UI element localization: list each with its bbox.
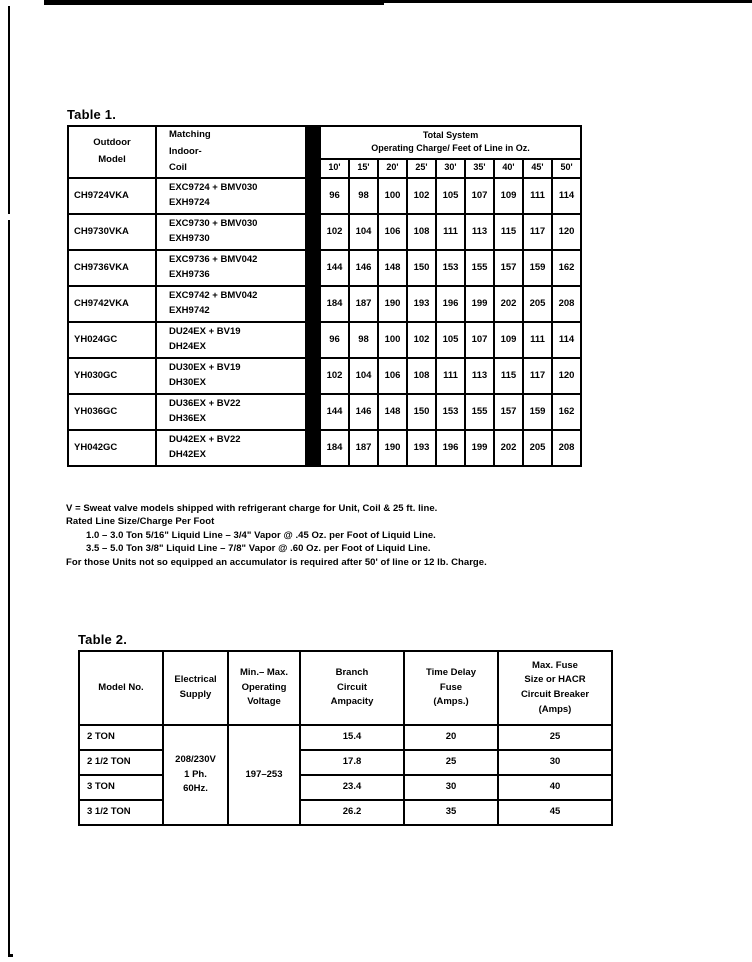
table-2-row-2-time-delay-fuse: 30 bbox=[404, 775, 498, 800]
table-2 bbox=[78, 650, 613, 826]
table-1-row-5-coil bbox=[156, 358, 306, 394]
table-1-row-7-val-1: 187 bbox=[349, 430, 378, 466]
table-1-row-7-coil bbox=[156, 430, 306, 466]
table-1-row-6-val-8: 162 bbox=[552, 394, 581, 430]
header-span-line2: Operating Charge/ Feet of Line in Oz. bbox=[371, 143, 530, 154]
table-1-row-7-val-5: 199 bbox=[465, 430, 494, 466]
coil-line-2: EXH9742 bbox=[169, 304, 210, 316]
table-1-row-2-val-7: 159 bbox=[523, 250, 552, 286]
table-1-length-header-40ft: 40' bbox=[494, 159, 523, 178]
table-2-header-max-fuse-size bbox=[498, 651, 612, 725]
table-1-row-4-val-1: 98 bbox=[349, 322, 378, 358]
header-voltage-line2: Operating bbox=[241, 681, 287, 693]
table-1-row-6-val-3: 150 bbox=[407, 394, 436, 430]
header-branch-line2: Circuit bbox=[336, 681, 368, 693]
table-1-row-7-val-4: 196 bbox=[436, 430, 465, 466]
table-1-length-header-30ft: 30' bbox=[436, 159, 465, 178]
table-1-row-2-val-3: 150 bbox=[407, 250, 436, 286]
table-1-length-header-45ft: 45' bbox=[523, 159, 552, 178]
table-1-row-1-coil bbox=[156, 214, 306, 250]
table-1-header-outdoor-model bbox=[68, 126, 156, 178]
header-timedelay-line1: Time Delay bbox=[426, 666, 476, 678]
header-maxfuse-line4: (Amps) bbox=[538, 703, 572, 715]
scan-artifact-left-edge-break bbox=[8, 214, 10, 220]
table-1-row-1-val-0: 102 bbox=[320, 214, 349, 250]
table-1-row-6-val-5: 155 bbox=[465, 394, 494, 430]
table-1-row-2-val-0: 144 bbox=[320, 250, 349, 286]
table-2-header-time-delay-fuse bbox=[404, 651, 498, 725]
table-1-row-6-val-6: 157 bbox=[494, 394, 523, 430]
footnote-line-3: 1.0 – 3.0 Ton 5/16" Liquid Line – 3/4" Vapor @ .45 Oz. per Foot of Liquid Line. bbox=[86, 529, 436, 541]
table-1-row-4-model: YH024GC bbox=[68, 322, 156, 358]
table-1-row-1-val-6: 115 bbox=[494, 214, 523, 250]
table-1-footnotes bbox=[66, 502, 626, 569]
header-voltage-line3: Voltage bbox=[247, 696, 281, 708]
table-row bbox=[68, 430, 581, 466]
table-1-row-1-val-3: 108 bbox=[407, 214, 436, 250]
table-1-row-5-val-2: 106 bbox=[378, 358, 407, 394]
table-1-row-2-val-2: 148 bbox=[378, 250, 407, 286]
table-2-electrical-supply-value bbox=[163, 725, 228, 825]
table-1-row-5-model: YH030GC bbox=[68, 358, 156, 394]
table-1-row-4-val-8: 114 bbox=[552, 322, 581, 358]
table-1-row-0-val-8: 114 bbox=[552, 178, 581, 214]
table-row bbox=[79, 725, 612, 750]
table-1-row-6-val-4: 153 bbox=[436, 394, 465, 430]
table-1-length-header-20ft: 20' bbox=[378, 159, 407, 178]
table-1-length-header-25ft: 25' bbox=[407, 159, 436, 178]
table-2-row-3-max-fuse: 45 bbox=[498, 800, 612, 825]
header-branch-line3: Ampacity bbox=[330, 696, 374, 708]
table-1-row-0-val-0: 96 bbox=[320, 178, 349, 214]
table-row bbox=[68, 286, 581, 322]
table-row bbox=[68, 250, 581, 286]
table-row bbox=[68, 178, 581, 214]
footnote-line-5: For those Units not so equipped an accumulator is required after 50' of line or 12 lb. Charge. bbox=[66, 556, 487, 568]
table-1-row-4-val-6: 109 bbox=[494, 322, 523, 358]
table-2-row-0-max-fuse: 25 bbox=[498, 725, 612, 750]
table-1-row-3-val-7: 205 bbox=[523, 286, 552, 322]
table-1-row-3-val-3: 193 bbox=[407, 286, 436, 322]
table-2-row-2-ampacity: 23.4 bbox=[300, 775, 404, 800]
coil-line-2: EXH9736 bbox=[169, 268, 210, 280]
scan-artifact-bottom-dot bbox=[8, 954, 13, 957]
table-2-row-3-time-delay-fuse: 35 bbox=[404, 800, 498, 825]
table-2-row-1-time-delay-fuse: 25 bbox=[404, 750, 498, 775]
table-1-row-0-model: CH9724VKA bbox=[68, 178, 156, 214]
table-2-caption: Table 2. bbox=[78, 632, 128, 647]
scan-artifact-left-edge bbox=[8, 6, 10, 956]
coil-line-1: EXC9730 + BMV030 bbox=[169, 218, 258, 230]
table-1-row-3-model: CH9742VKA bbox=[68, 286, 156, 322]
header-voltage-line1: Min.– Max. bbox=[239, 666, 289, 678]
table-1-row-7-model: YH042GC bbox=[68, 430, 156, 466]
table-1-row-1-val-1: 104 bbox=[349, 214, 378, 250]
table-2-row-0-time-delay-fuse: 20 bbox=[404, 725, 498, 750]
header-timedelay-line3: (Amps.) bbox=[433, 696, 469, 708]
table-1-row-7-val-2: 190 bbox=[378, 430, 407, 466]
table-2-row-1-max-fuse: 30 bbox=[498, 750, 612, 775]
table-row bbox=[68, 394, 581, 430]
table-1-row-5-val-1: 104 bbox=[349, 358, 378, 394]
table-1-row-4-val-2: 100 bbox=[378, 322, 407, 358]
table-2-container bbox=[78, 650, 613, 826]
coil-line-1: DU24EX + BV19 bbox=[169, 326, 241, 338]
table-1-row-0-val-1: 98 bbox=[349, 178, 378, 214]
table-1-row-1-val-4: 111 bbox=[436, 214, 465, 250]
table-1-row-2-coil bbox=[156, 250, 306, 286]
header-outdoor-model-line2: Model bbox=[98, 153, 126, 165]
footnote-line-1: V = Sweat valve models shipped with refrigerant charge for Unit, Coil & 25 ft. line. bbox=[66, 503, 438, 514]
header-matching-line1: Matching bbox=[169, 129, 211, 140]
table-1-row-3-coil bbox=[156, 286, 306, 322]
coil-line-1: DU30EX + BV19 bbox=[169, 362, 241, 374]
table-2-row-1-model: 2 1/2 TON bbox=[79, 750, 163, 775]
table-1-row-4-val-4: 105 bbox=[436, 322, 465, 358]
table-2-row-1-ampacity: 17.8 bbox=[300, 750, 404, 775]
table-1-header-total-system-charge bbox=[320, 126, 581, 159]
header-maxfuse-line3: Circuit Breaker bbox=[520, 689, 590, 700]
table-1-length-header-10ft: 10' bbox=[320, 159, 349, 178]
table-1-row-1-val-2: 106 bbox=[378, 214, 407, 250]
table-2-header-branch-circuit-ampacity bbox=[300, 651, 404, 725]
table-1-row-2-val-8: 162 bbox=[552, 250, 581, 286]
table-1-row-0-val-2: 100 bbox=[378, 178, 407, 214]
coil-line-2: DH30EX bbox=[169, 376, 206, 388]
table-1-row-2-val-5: 155 bbox=[465, 250, 494, 286]
coil-line-1: EXC9724 + BMV030 bbox=[169, 182, 258, 194]
table-1-row-5-val-7: 117 bbox=[523, 358, 552, 394]
table-1-header-matching-indoor-coil bbox=[156, 126, 306, 178]
header-electrical-line2: Supply bbox=[179, 689, 212, 700]
footnote-line-4: 3.5 – 5.0 Ton 3/8" Liquid Line – 7/8" Vapor @ .60 Oz. per Foot of Liquid Line. bbox=[86, 543, 431, 555]
header-span-line1: Total System bbox=[422, 129, 479, 140]
table-1-row-6-val-7: 159 bbox=[523, 394, 552, 430]
header-matching-line2: Indoor- bbox=[169, 145, 202, 157]
coil-line-2: DH36EX bbox=[169, 412, 206, 424]
table-1-row-3-val-5: 199 bbox=[465, 286, 494, 322]
table-1-row-5-val-4: 111 bbox=[436, 358, 465, 394]
table-1 bbox=[67, 125, 582, 467]
table-1-length-header-15ft: 15' bbox=[349, 159, 378, 178]
table-row bbox=[68, 322, 581, 358]
table-2-row-0-model: 2 TON bbox=[79, 725, 163, 750]
table-1-row-0-val-4: 105 bbox=[436, 178, 465, 214]
table-1-row-4-val-5: 107 bbox=[465, 322, 494, 358]
table-1-header-row-1 bbox=[68, 126, 581, 159]
table-2-header-row bbox=[79, 651, 612, 725]
table-1-caption: Table 1. bbox=[67, 107, 117, 122]
header-electrical-line1: Electrical bbox=[174, 674, 217, 686]
table-1-row-1-val-7: 117 bbox=[523, 214, 552, 250]
table-1-black-separator-column bbox=[306, 126, 320, 466]
table-1-row-0-val-6: 109 bbox=[494, 178, 523, 214]
table-1-length-header-50ft: 50' bbox=[552, 159, 581, 178]
table-1-row-1-val-8: 120 bbox=[552, 214, 581, 250]
table-1-row-3-val-4: 196 bbox=[436, 286, 465, 322]
table-1-row-2-val-1: 146 bbox=[349, 250, 378, 286]
table-row bbox=[68, 214, 581, 250]
coil-line-1: EXC9736 + BMV042 bbox=[169, 254, 258, 266]
coil-line-2: DH24EX bbox=[169, 340, 206, 352]
table-1-row-7-val-6: 202 bbox=[494, 430, 523, 466]
table-1-row-4-val-0: 96 bbox=[320, 322, 349, 358]
table-1-row-4-val-3: 102 bbox=[407, 322, 436, 358]
table-2-header-electrical-supply bbox=[163, 651, 228, 725]
table-1-row-7-val-7: 205 bbox=[523, 430, 552, 466]
table-1-row-3-val-6: 202 bbox=[494, 286, 523, 322]
table-2-row-2-model: 3 TON bbox=[79, 775, 163, 800]
coil-line-2: EXH9724 bbox=[169, 196, 210, 208]
table-1-row-2-val-4: 153 bbox=[436, 250, 465, 286]
coil-line-2: DH42EX bbox=[169, 448, 206, 460]
table-1-row-6-val-1: 146 bbox=[349, 394, 378, 430]
table-1-row-0-coil bbox=[156, 178, 306, 214]
table-1-row-2-val-6: 157 bbox=[494, 250, 523, 286]
coil-line-1: DU36EX + BV22 bbox=[169, 398, 241, 410]
table-1-row-4-val-7: 111 bbox=[523, 322, 552, 358]
electrical-supply-line1: 208/230V bbox=[175, 753, 216, 765]
table-1-row-3-val-0: 184 bbox=[320, 286, 349, 322]
header-maxfuse-line2: Size or HACR bbox=[524, 674, 586, 686]
table-row bbox=[79, 750, 612, 775]
table-1-row-3-val-8: 208 bbox=[552, 286, 581, 322]
table-1-row-7-val-3: 193 bbox=[407, 430, 436, 466]
table-1-row-6-val-2: 148 bbox=[378, 394, 407, 430]
table-1-row-6-model: YH036GC bbox=[68, 394, 156, 430]
header-maxfuse-line1: Max. Fuse bbox=[532, 659, 578, 671]
table-1-row-0-val-7: 111 bbox=[523, 178, 552, 214]
table-2-operating-voltage-value: 197–253 bbox=[228, 725, 300, 825]
table-1-row-2-model: CH9736VKA bbox=[68, 250, 156, 286]
table-1-row-3-val-1: 187 bbox=[349, 286, 378, 322]
table-1-row-1-val-5: 113 bbox=[465, 214, 494, 250]
electrical-supply-line2: 1 Ph. bbox=[184, 768, 207, 780]
table-1-row-5-val-3: 108 bbox=[407, 358, 436, 394]
table-row bbox=[68, 358, 581, 394]
table-2-row-0-ampacity: 15.4 bbox=[300, 725, 404, 750]
table-row bbox=[79, 800, 612, 825]
table-1-row-3-val-2: 190 bbox=[378, 286, 407, 322]
header-timedelay-line2: Fuse bbox=[439, 681, 463, 693]
table-row bbox=[79, 775, 612, 800]
table-1-row-7-val-0: 184 bbox=[320, 430, 349, 466]
table-1-length-header-35ft: 35' bbox=[465, 159, 494, 178]
table-1-row-6-val-0: 144 bbox=[320, 394, 349, 430]
footnote-line-2: Rated Line Size/Charge Per Foot bbox=[66, 516, 215, 528]
header-matching-line3: Coil bbox=[169, 162, 187, 174]
table-1-container bbox=[67, 125, 579, 467]
table-1-row-4-coil bbox=[156, 322, 306, 358]
table-1-row-1-model: CH9730VKA bbox=[68, 214, 156, 250]
table-2-header-model-no: Model No. bbox=[79, 651, 163, 725]
table-1-row-5-val-0: 102 bbox=[320, 358, 349, 394]
table-2-header-operating-voltage bbox=[228, 651, 300, 725]
table-1-row-7-val-8: 208 bbox=[552, 430, 581, 466]
header-branch-line1: Branch bbox=[335, 666, 369, 678]
electrical-supply-line3: 60Hz. bbox=[183, 783, 208, 795]
table-1-row-5-val-6: 115 bbox=[494, 358, 523, 394]
table-1-row-5-val-8: 120 bbox=[552, 358, 581, 394]
table-1-row-6-coil bbox=[156, 394, 306, 430]
coil-line-1: EXC9742 + BMV042 bbox=[169, 290, 258, 302]
header-outdoor-model-line1: Outdoor bbox=[93, 137, 131, 149]
table-1-row-0-val-3: 102 bbox=[407, 178, 436, 214]
table-2-row-3-model: 3 1/2 TON bbox=[79, 800, 163, 825]
table-1-row-5-val-5: 113 bbox=[465, 358, 494, 394]
table-2-row-2-max-fuse: 40 bbox=[498, 775, 612, 800]
coil-line-1: DU42EX + BV22 bbox=[169, 434, 241, 446]
table-2-row-3-ampacity: 26.2 bbox=[300, 800, 404, 825]
scan-artifact-top-edge-secondary bbox=[44, 3, 384, 5]
coil-line-2: EXH9730 bbox=[169, 232, 210, 244]
table-1-row-0-val-5: 107 bbox=[465, 178, 494, 214]
